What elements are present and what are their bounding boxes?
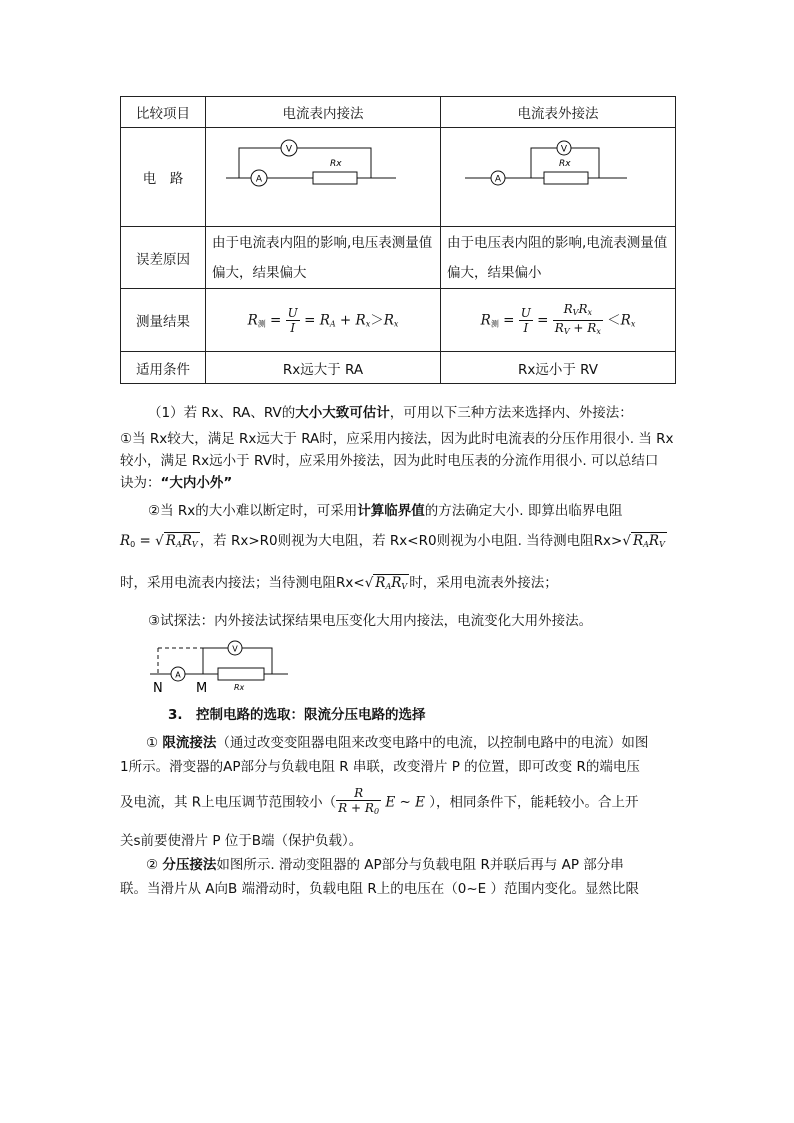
method2-line2: $R_0$ = √ $R_AR_V$ ，若 Rx>R0则视为大电阻，若 Rx<R0则视为小电阻. 当待测电阻Rx>√ $R_AR_V$	[120, 533, 665, 549]
svg-text:A: A	[255, 174, 263, 185]
section3-heading: 3. 控制电路的选取：限流分压电路的选择	[168, 707, 426, 723]
outer-circuit-cell	[441, 128, 676, 227]
resistor-icon	[313, 172, 357, 184]
table-header-row	[121, 97, 676, 128]
outer-formula: $R_测$ = $\frac{U}{I}$ = $\frac{R_VR_x}{R_V + R_x}$ $<R_x$	[441, 289, 676, 352]
error-label: 误差原因	[121, 227, 206, 289]
svg-text:Rx: Rx	[330, 159, 342, 169]
circuit-row	[121, 128, 676, 227]
resistor-icon	[218, 668, 264, 680]
limit-para-line2: 1所示。滑变器的AP部分与负载电阻 R 串联，改变滑片 P 的位置，即可改变 R的端电压	[120, 759, 640, 775]
inner-circuit-cell	[206, 128, 441, 227]
method1-line3: 诀为：“大内小外”	[120, 475, 233, 491]
svg-text:Rx: Rx	[234, 683, 245, 692]
measure-label: 测量结果	[121, 289, 206, 352]
probe-circuit-diagram	[140, 636, 300, 698]
comparison-table	[120, 96, 676, 384]
header-outer: 电流表外接法	[441, 97, 676, 128]
measure-row	[121, 289, 676, 352]
outer-error-text: 由于电压表内阻的影响,电流表测量值偏大，结果偏小	[447, 234, 668, 281]
outer-condition: Rx远小于 RV	[441, 352, 676, 384]
method1-line1: ①当 Rx较大，满足 Rx远大于 RA时，应采用内接法，因为此时电流表的分压作用很小. 当 Rx	[120, 431, 674, 447]
method3-line: ③试探法：内外接法试探结果电压变化大用内接法，电流变化大用外接法。	[148, 613, 593, 629]
outer-circuit-diagram	[441, 128, 675, 222]
header-inner: 电流表内接法	[206, 97, 441, 128]
condition-row	[121, 352, 676, 384]
limit-para-line1: ① 限流接法（通过改变变阻器电阻来改变电路中的电流，以控制电路中的电流）如图	[146, 735, 649, 751]
inner-error-text: 由于电流表内阻的影响,电压表测量值偏大，结果偏大	[212, 234, 433, 281]
svg-text:A: A	[494, 174, 502, 185]
inner-condition: Rx远大于 RA	[206, 352, 441, 384]
inner-formula: $R_测$ = $\frac{U}{I}$ = $R_A + R_x>R_x$	[206, 289, 441, 352]
svg-text:N: N	[153, 681, 163, 696]
limit-para-line4: 关s前要使滑片 P 位于B端（保护负载）。	[120, 833, 363, 849]
divider-para-line2: 联。当滑片从 A向B 端滑动时，负载电阻 R上的电压在（0~E ）范围内变化。显然比限	[120, 881, 639, 897]
method1-line2: 较小，满足 Rx远小于 RV时，应采用外接法，因为此时电压表的分流作用很小. 可以总结口	[120, 453, 659, 469]
method2-line3: 时，采用电流表内接法；当待测电阻Rx<√ $R_AR_V$ 时，采用电流表外接法；	[120, 575, 558, 591]
method2-line1: ②当 Rx的大小难以断定时，可采用计算临界值的方法确定大小. 即算出临界电阻	[148, 503, 623, 519]
header-item: 比较项目	[121, 97, 206, 128]
svg-text:V: V	[285, 144, 293, 155]
svg-text:V: V	[232, 644, 238, 654]
svg-text:A: A	[175, 670, 181, 680]
limit-para-line3: 及电流，其 R上电压调节范围较小（ $\frac{R}{R + R_0}$ E ~ E ），相同条件下，能耗较小。合上开	[120, 786, 639, 816]
circuit-label: 电 路	[121, 128, 206, 227]
svg-text:V: V	[560, 144, 568, 155]
svg-text:M: M	[196, 681, 208, 696]
resistor-icon	[544, 172, 588, 184]
intro-line: （1）若 Rx、RA、RV的大小大致可估计，可用以下三种方法来选择内、外接法：	[148, 405, 633, 421]
error-row	[121, 227, 676, 289]
divider-para-line1: ② 分压接法如图所示. 滑动变阻器的 AP部分与负载电阻 R并联后再与 AP 部分串	[146, 857, 624, 873]
condition-label: 适用条件	[121, 352, 206, 384]
svg-text:Rx: Rx	[559, 159, 571, 169]
inner-circuit-diagram	[206, 128, 440, 222]
